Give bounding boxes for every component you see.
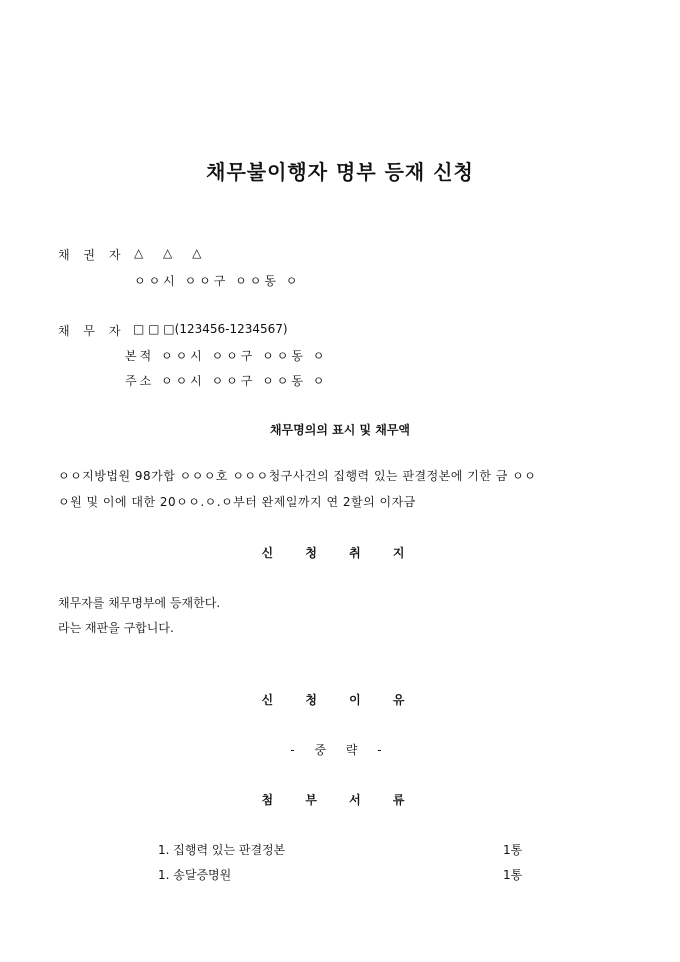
debtor-address: 주소 ㅇㅇ시 ㅇㅇ구 ㅇㅇ동 ㅇ: [125, 374, 328, 388]
purpose-line2: 라는 재판을 구합니다.: [58, 621, 174, 635]
attachment-item-name: 1. 송달증명원: [158, 868, 232, 882]
attachment-item-name: 1. 집행력 있는 판결정본: [158, 843, 286, 857]
creditor-address: ㅇㅇ시 ㅇㅇ구 ㅇㅇ동 ㅇ: [134, 274, 301, 288]
purpose-heading: 신 청 취 지: [261, 546, 419, 560]
creditor-label: 채 권 자: [58, 248, 126, 262]
reason-heading: 신 청 이 유: [261, 693, 419, 707]
debt-description-line2: ㅇ원 및 이에 대한 20ㅇㅇ.ㅇ.ㅇ부터 완제일까지 연 2할의 이자금: [58, 495, 416, 509]
purpose-line1: 채무자를 채무명부에 등재한다.: [58, 596, 221, 610]
attachment-item-qty: 1통: [503, 843, 523, 857]
debt-section-heading: 채무명의의 표시 및 채무액: [269, 423, 411, 437]
debtor-registered-address: 본적 ㅇㅇ시 ㅇㅇ구 ㅇㅇ동 ㅇ: [125, 349, 328, 363]
reason-body: - 중 략 -: [290, 743, 390, 757]
debt-description-line1: ㅇㅇ지방법원 98가합 ㅇㅇㅇ호 ㅇㅇㅇ청구사건의 집행력 있는 판결정본에 기한 금 ㅇㅇ: [58, 469, 537, 483]
attachment-item-qty: 1통: [503, 868, 523, 882]
debtor-name: □ □ □(123456-1234567): [133, 322, 288, 336]
debtor-label: 채 무 자: [58, 324, 126, 338]
attachments-heading: 첨 부 서 류: [261, 793, 419, 807]
document-title: 채무불이행자 명부 등재 신청: [206, 160, 474, 184]
creditor-name: △ △ △: [134, 246, 210, 260]
